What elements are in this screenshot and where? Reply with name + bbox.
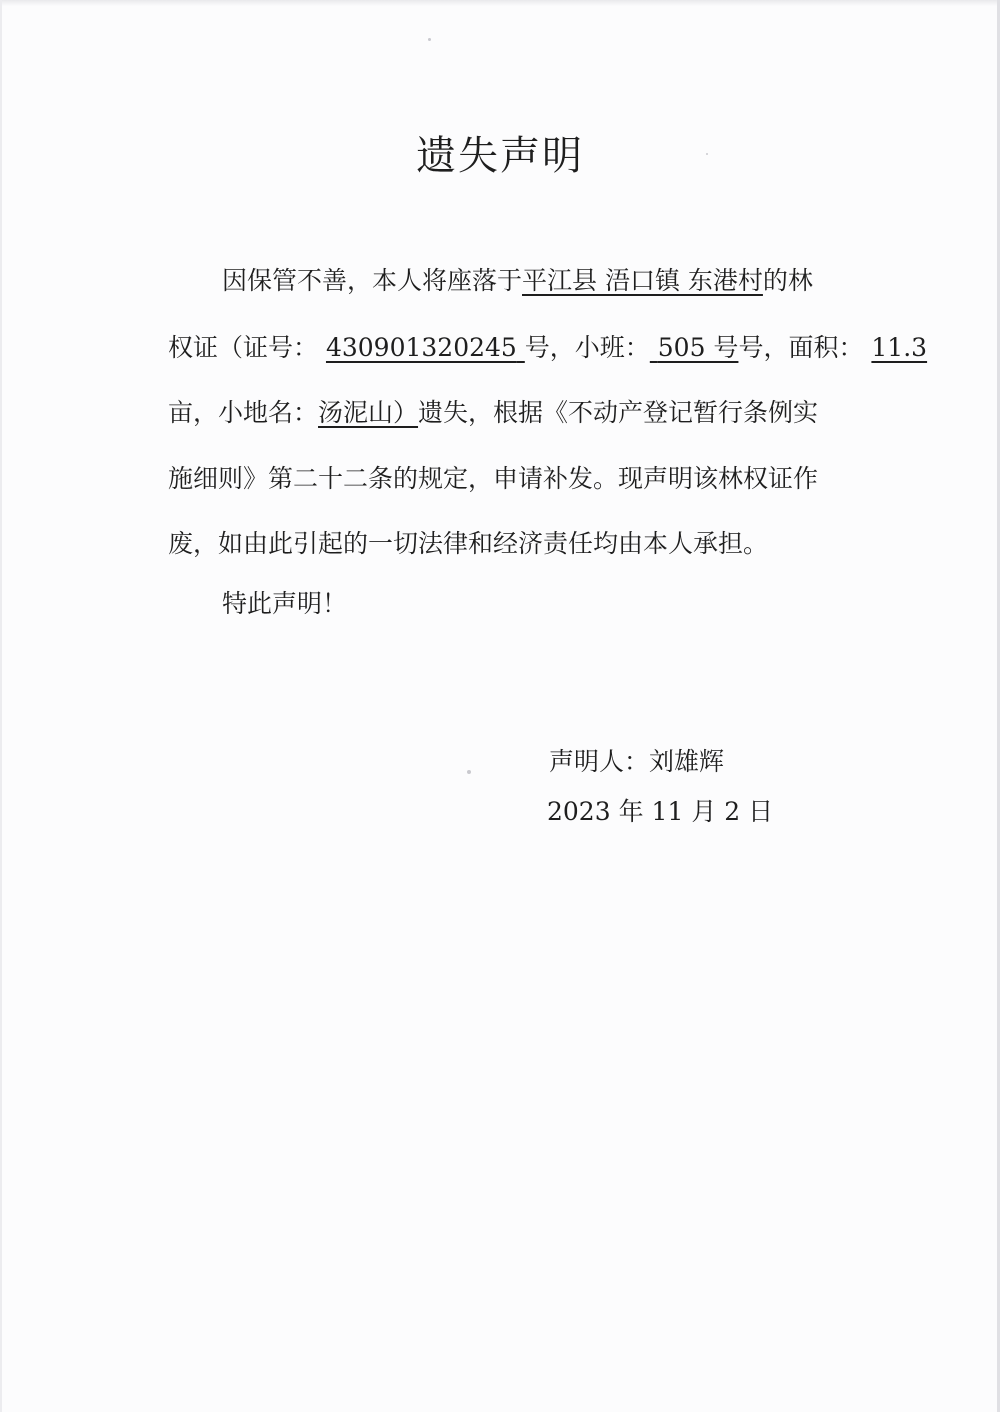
- date-month: 11: [651, 797, 684, 826]
- body-text: 号，面积：: [738, 333, 864, 362]
- date-day: 2: [724, 797, 741, 826]
- signature-line: [549, 745, 724, 779]
- body-line-3: [168, 396, 818, 430]
- location-field: 平江县 浯口镇 东港村: [522, 266, 763, 295]
- scan-speck: [467, 770, 471, 774]
- closing-line: 特此声明！: [222, 589, 348, 618]
- signature-name: 刘雄辉: [649, 747, 725, 776]
- scan-speck: [428, 38, 431, 41]
- date-year: 2023: [547, 797, 611, 826]
- signature-label: 声明人：: [549, 747, 650, 776]
- body-text: 亩，小地名：: [168, 398, 319, 427]
- certificate-number-field: [326, 333, 525, 362]
- body-text: 的林: [762, 266, 813, 295]
- date-line: [547, 795, 773, 829]
- body-line-2: [168, 331, 927, 365]
- date-year-unit: 年: [618, 797, 644, 826]
- body-text: 遗失，根据《不动产登记暂行条例实: [418, 398, 819, 427]
- date-month-unit: 月: [691, 797, 717, 826]
- body-text: 号，小班：: [524, 333, 650, 362]
- body-text: 权证（证号：: [168, 333, 319, 362]
- certificate-number: 430901320245: [325, 333, 517, 362]
- body-line-4: 施细则》第二十二条的规定，申请补发。现声明该林权证作: [168, 464, 819, 493]
- place-name-field: 汤泥山）: [318, 398, 419, 427]
- body-line-1: [222, 264, 813, 298]
- area-field: 11.3: [871, 333, 928, 362]
- scan-edge-top: [0, 0, 1000, 6]
- document-title: 遗失声明: [416, 133, 584, 179]
- subcompartment-number: 505: [657, 333, 706, 362]
- subcompartment-field: 505 号: [657, 333, 739, 362]
- body-line-5: 废，如由此引起的一切法律和经济责任均由本人承担。: [168, 529, 769, 558]
- scan-edge-left: [0, 0, 2, 1412]
- body-text: 因保管不善，本人将座落于: [222, 266, 523, 295]
- date-day-unit: 日: [748, 797, 774, 826]
